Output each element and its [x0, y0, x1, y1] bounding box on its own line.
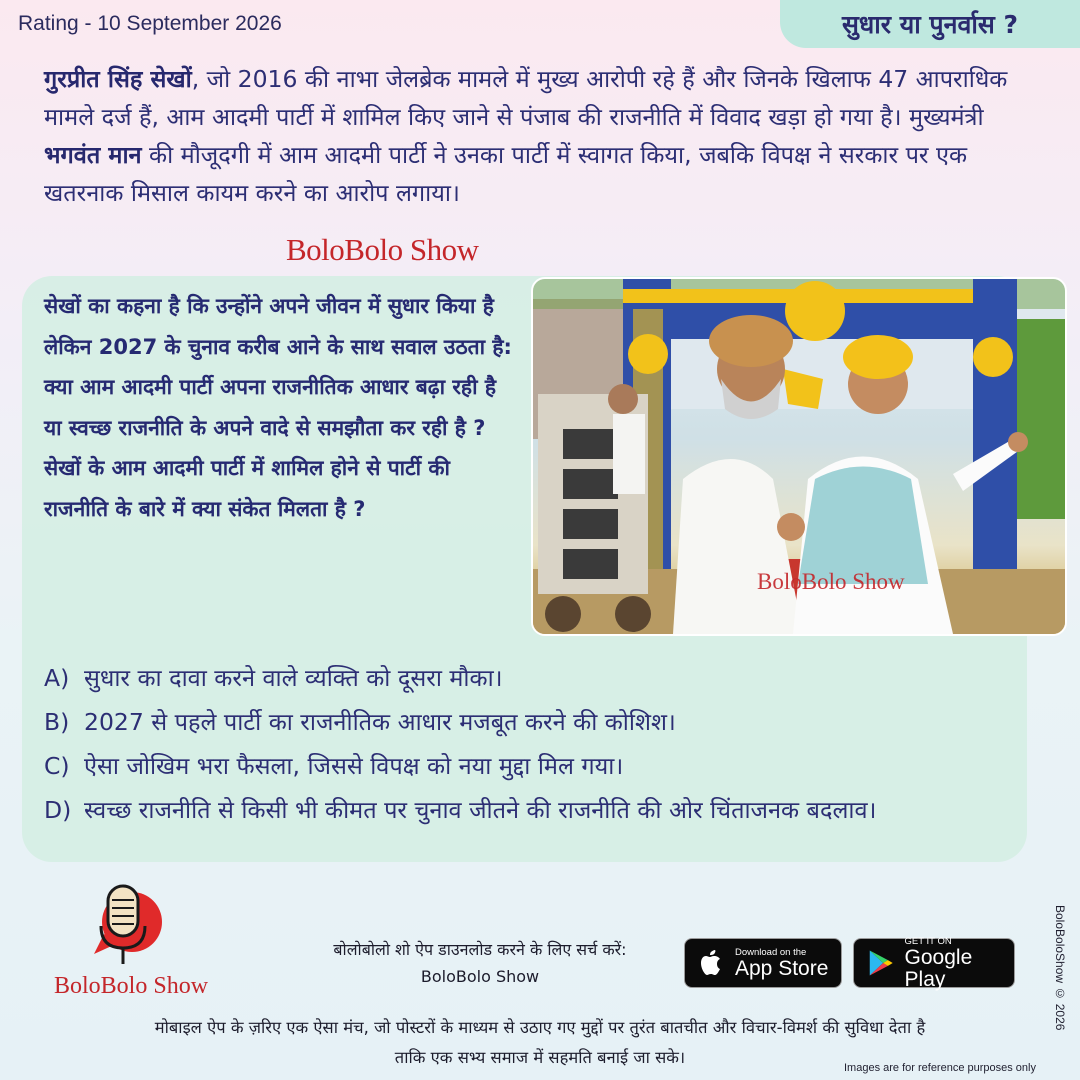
option-c[interactable]	[44, 744, 1004, 788]
app-store-button[interactable]	[684, 938, 842, 988]
intro-name-sekhon: गुरप्रीत सिंह सेखों	[44, 65, 192, 93]
option-text: 2027 से पहले पार्टी का राजनीतिक आधार मजबूत करने की कोशिश।	[84, 708, 676, 736]
download-prompt	[300, 936, 660, 990]
google-play-button[interactable]	[853, 935, 1015, 991]
option-letter: B)	[44, 708, 70, 736]
news-photo	[531, 277, 1067, 636]
option-letter: C)	[44, 752, 70, 780]
google-play-small: GET IT ON	[904, 935, 952, 947]
photo-watermark: BoloBolo Show	[757, 569, 905, 594]
app-store-small: Download on the	[735, 946, 807, 958]
intro-name-mann: भगवंत मान	[44, 141, 142, 169]
search-term: BoloBolo Show	[420, 967, 540, 986]
option-text: सुधार का दावा करने वाले व्यक्ति को दूसरा मौका।	[84, 664, 503, 692]
intro-text-2: की मौजूदगी में आम आदमी पार्टी ने उनका पार्टी में स्वागत किया, जबकि विपक्ष ने सरकार पर एक खतरनाक मिसाल कायम करने का आरोप लगाया।	[44, 141, 968, 207]
option-letter: D)	[44, 796, 72, 824]
topic-badge	[780, 0, 1080, 48]
watermark-logo: BoloBolo Show	[286, 232, 479, 267]
apple-icon	[695, 946, 729, 980]
download-instruction: बोलोबोलो शो ऐप डाउनलोड करने के लिए सर्च करें:	[333, 940, 627, 959]
answer-options	[44, 656, 1004, 832]
option-b[interactable]	[44, 700, 1004, 744]
option-a[interactable]	[44, 656, 1004, 700]
option-letter: A)	[44, 664, 70, 692]
tagline-line-2: ताकि एक सभ्य समाज में सहमति बनाई जा सके।	[394, 1048, 686, 1067]
intro-paragraph	[44, 60, 1044, 212]
brand-name: BoloBolo Show	[54, 973, 209, 999]
topic-title: सुधार या पुनर्वास ?	[842, 10, 1018, 39]
post-date: Rating - 10 September 2026	[18, 12, 282, 35]
intro-text-1: , जो 2016 की नाभा जेलब्रेक मामले में मुख्य आरोपी रहे हैं और जिनके खिलाफ 47 आपराधिक मामले दर्ज हैं, आम आदमी पार्टी में शामिल किए जाने से पंजाब की राजनीति में विवाद खड़ा हो गया है। मुख्यमंत्री	[44, 65, 1008, 131]
google-play-icon	[864, 946, 897, 980]
copyright: BoloBoloShow © 2026	[1053, 905, 1067, 1031]
option-text: स्वच्छ राजनीति से किसी भी कीमत पर चुनाव जीतने की राजनीति की ओर चिंताजनक बदलाव।	[84, 796, 877, 824]
tagline-line-1: मोबाइल ऐप के ज़रिए एक ऐसा मंच, जो पोस्टरों के माध्यम से उठाए गए मुद्दों पर तुरंत बातचीत और विचार-विमर्श की सुविधा देता है	[154, 1018, 926, 1037]
microphone-icon	[86, 882, 162, 976]
google-play-big: Google Play	[904, 945, 973, 991]
option-d[interactable]	[44, 788, 1004, 832]
image-disclaimer: Images are for reference purposes only	[844, 1062, 1036, 1074]
question-text: सेखों का कहना है कि उन्होंने अपने जीवन में सुधार किया है लेकिन 2027 के चुनाव करीब आने के साथ सवाल उठता है: क्या आम आदमी पार्टी अपना राजनीतिक आधार बढ़ा रही है या स्वच्छ राजनीति के अपने वादे से समझौता कर रही है ? सेखों के आम आदमी पार्टी में शामिल होने से पार्टी की राजनीति के बारे में क्या संकेत मिलता है ?	[44, 294, 512, 521]
option-text: ऐसा जोखिम भरा फैसला, जिससे विपक्ष को नया मुद्दा मिल गया।	[84, 752, 624, 780]
app-store-big: App Store	[735, 956, 829, 980]
